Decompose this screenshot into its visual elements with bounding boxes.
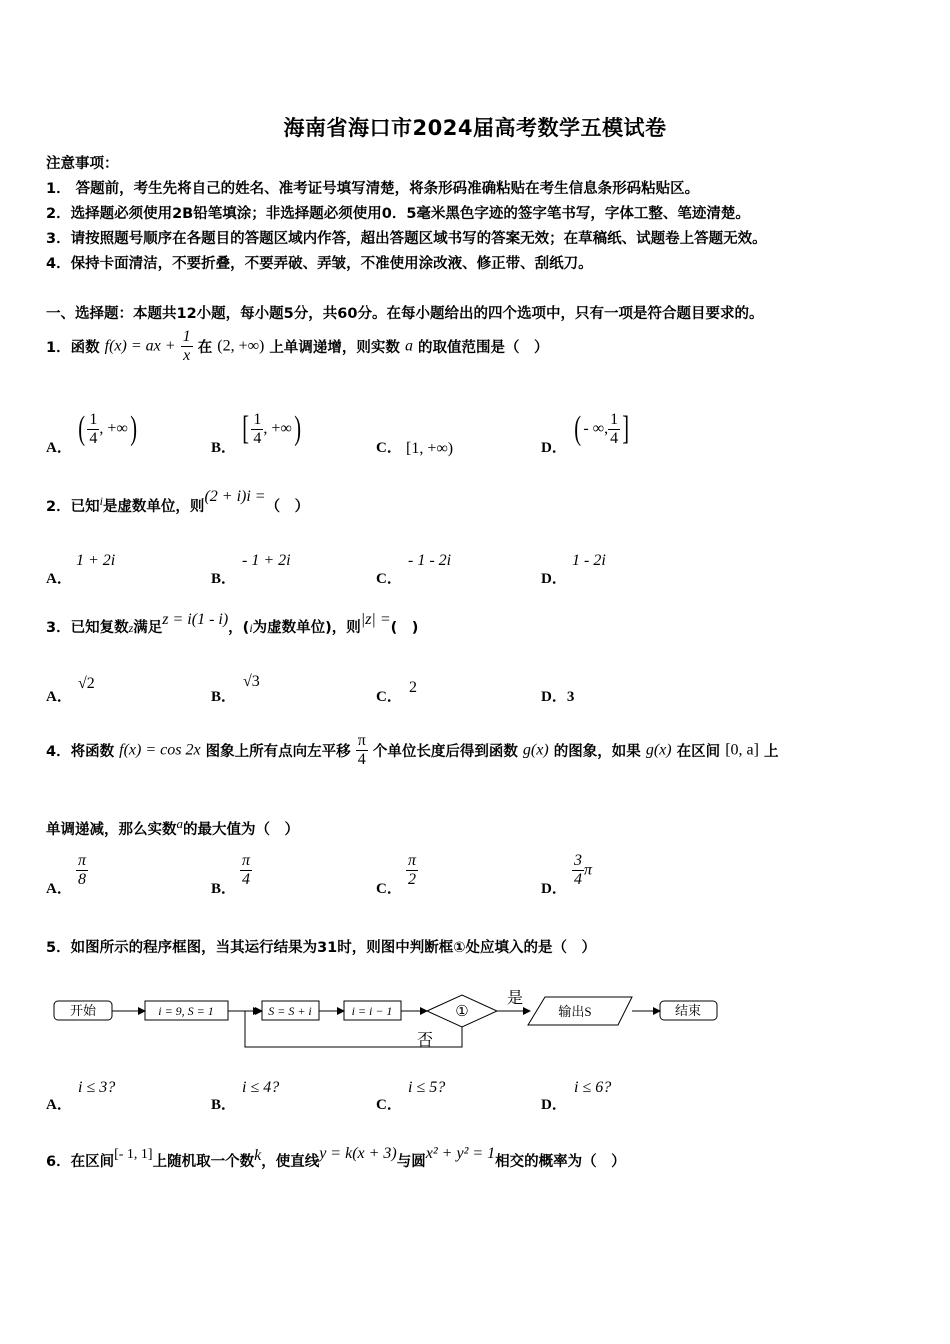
q1-fraction: $\frac{1}{x}$ (182, 328, 191, 364)
question-4: 4．将函数 f(x) = cos 2x 图象上所有点向左平移 $\frac{\pi}{4}$ 个单位长度后得到函数 g(x) 的图象，如果 g(x) 在区间 [0, a] 上 (46, 732, 779, 768)
question-6: 6．在区间[- 1, 1]上随机取一个数k，使直线y = k(x + 3)与圆x² + y² = 1相交的概率为（ ） (46, 1145, 626, 1170)
q2-option-a-label[interactable]: A． (46, 571, 72, 587)
notice-item: 3．请按照题号顺序在各题目的答题区域内作答，超出答题区域书写的答案无效；在草稿纸、试题卷上答题无效。 (46, 231, 767, 247)
flow-sum: S = S + i (268, 1004, 312, 1018)
question-5: 5．如图所示的程序框图，当其运行结果为31时，则图中判断框①处应填入的是（ ） (46, 940, 597, 956)
q4-option-c-label[interactable]: C． (376, 881, 402, 897)
q4-function: f(x) = cos 2x (119, 741, 201, 759)
q3-option-c[interactable]: 2 (409, 679, 417, 696)
question-3: 3．已知复数z满足z = i(1 - i)，(i为虚数单位)，则|z| =( ) (46, 611, 419, 636)
flow-yes: 是 (506, 990, 524, 1007)
q1-option-a-label[interactable]: A． (46, 440, 72, 456)
q6-circle: x² + y² = 1 (425, 1145, 496, 1162)
q3-expr: z = i(1 - i) (162, 611, 229, 628)
flow-no: 否 (416, 1032, 434, 1049)
q1-option-b[interactable]: [ $\frac{1}{4}$ , +∞) (242, 410, 301, 447)
q1-num: 1．函数 (46, 340, 100, 356)
question-2: 2．已知$^i$是虚数单位，则(2 + i)i =（ ） (46, 487, 310, 515)
q2-option-a[interactable]: 1 + 2i (76, 552, 116, 569)
flow-init: i = 9, S = 1 (158, 1004, 214, 1018)
q5-option-c[interactable]: i ≤ 5? (408, 1079, 446, 1096)
notice-item: 2．选择题必须使用2B铅笔填涂；非选择题必须使用0．5毫米黑色字迹的签字笔书写，字体工整、笔迹清楚。 (46, 206, 750, 222)
q6-line: y = k(x + 3) (319, 1145, 397, 1162)
q4-option-c[interactable]: $\frac{\pi}{2}$ (408, 852, 417, 888)
q4-option-d[interactable]: $\frac{3}{4}$ π (574, 852, 593, 888)
q1-option-d[interactable]: ( - ∞, $\frac{1}{4}$ ] (574, 410, 630, 447)
flow-cond: ① (455, 1004, 469, 1020)
q2-option-c-label[interactable]: C． (376, 571, 402, 587)
q3-option-b[interactable]: √3 (243, 673, 260, 690)
q4-option-a[interactable]: $\frac{\pi}{8}$ (78, 852, 87, 888)
q1-var: a (404, 337, 413, 355)
q5-option-a-label[interactable]: A． (46, 1097, 72, 1113)
q1-function: f(x) = ax + (104, 337, 176, 355)
section-heading: 一、选择题：本题共12小题，每小题5分，共60分。在每小题给出的四个选项中，只有一项是符合题目要求的。 (46, 306, 764, 322)
flow-start: 开始 (69, 1003, 97, 1018)
question-1: 1．函数 f(x) = ax + $\frac{1}{x}$ 在 (2, +∞) 上单调递增，则实数 a 的取值范围是（ ） (46, 328, 549, 364)
q5-option-d[interactable]: i ≤ 6? (574, 1079, 612, 1096)
q2-option-d-label[interactable]: D． (541, 571, 567, 587)
q2-expr: (2 + i)i = (204, 487, 266, 505)
q2-option-c[interactable]: - 1 - 2i (408, 552, 452, 569)
q3-option-a-label[interactable]: A． (46, 689, 72, 705)
q4-interval: [0, a] (725, 741, 759, 759)
q1-option-c-label[interactable]: C． (376, 440, 402, 456)
q2-option-b-label[interactable]: B． (211, 571, 237, 587)
q3-option-c-label[interactable]: C． (376, 689, 402, 705)
q5-option-a[interactable]: i ≤ 3? (78, 1079, 116, 1096)
q4-option-a-label[interactable]: A． (46, 881, 72, 897)
q5-option-c-label[interactable]: C． (376, 1097, 402, 1113)
question-4-line2: 单调递减，那么实数a的最大值为（ ） (46, 816, 299, 838)
q3-option-a[interactable]: √2 (78, 675, 95, 692)
q3-option-d[interactable]: D．3 (541, 689, 575, 705)
q3-abs: |z| = (360, 611, 391, 628)
q4-option-b-label[interactable]: B． (211, 881, 237, 897)
q4-shift: $\frac{\pi}{4}$ (357, 732, 366, 768)
notice-heading: 注意事项： (46, 156, 119, 172)
q1-option-c[interactable]: [1, +∞) (406, 440, 454, 457)
q4-option-d-label[interactable]: D． (541, 881, 567, 897)
q4-option-b[interactable]: $\frac{\pi}{4}$ (242, 852, 251, 888)
q1-interval: (2, +∞) (217, 337, 265, 355)
q5-option-b-label[interactable]: B． (211, 1097, 237, 1113)
page-title: 海南省海口市2024届高考数学五模试卷 (283, 116, 667, 140)
flow-dec: i = i − 1 (351, 1004, 393, 1018)
q5-option-b[interactable]: i ≤ 4? (242, 1079, 280, 1096)
q2-option-b[interactable]: - 1 + 2i (242, 552, 291, 569)
flow-output: 输出S (558, 1004, 592, 1019)
q6-interval: [- 1, 1] (114, 1147, 153, 1162)
flow-end: 结束 (674, 1003, 702, 1018)
q3-option-b-label[interactable]: B． (211, 689, 237, 705)
notice-item: 4．保持卡面清洁，不要折叠，不要弄破、弄皱，不准使用涂改液、修正带、刮纸刀。 (46, 256, 593, 272)
q2-option-d[interactable]: 1 - 2i (572, 552, 606, 569)
q1-option-a[interactable]: ( $\frac{1}{4}$ , +∞) (78, 410, 137, 447)
q1-option-b-label[interactable]: B． (211, 440, 237, 456)
flowchart (0, 985, 950, 1055)
notice-item: 1． 答题前，考生先将自己的姓名、准考证号填写清楚，将条形码准确粘贴在考生信息条形码粘贴区。 (46, 181, 700, 197)
q1-option-d-label[interactable]: D． (541, 440, 567, 456)
q5-option-d-label[interactable]: D． (541, 1097, 567, 1113)
